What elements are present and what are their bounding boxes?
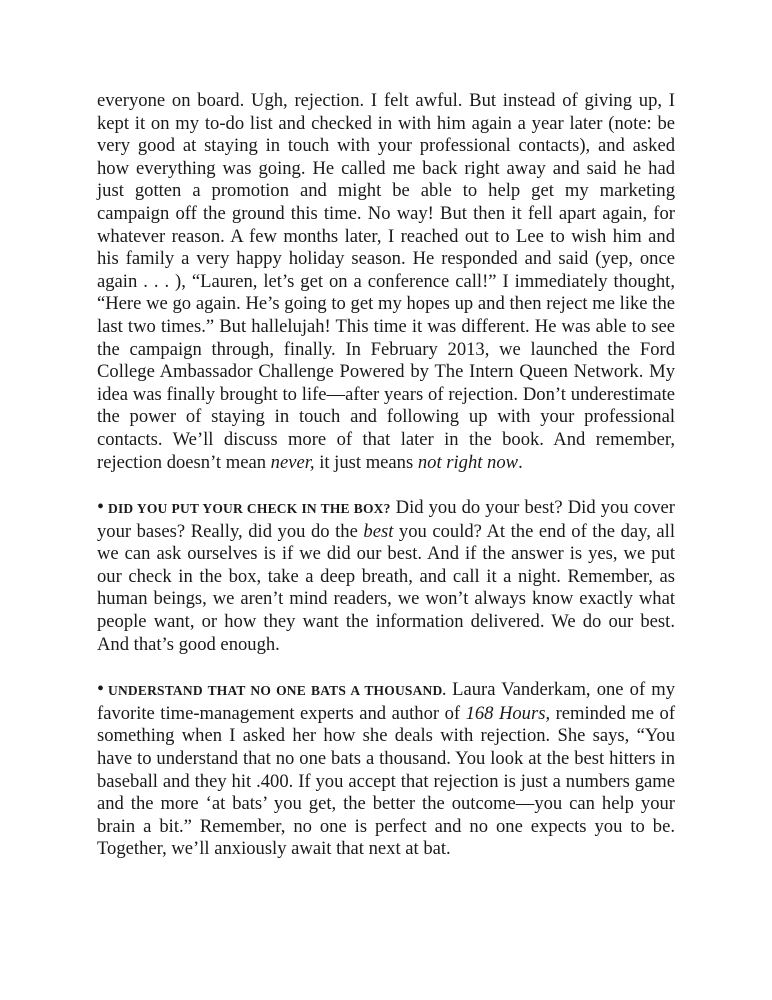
book-title-168-hours: 168 Hours xyxy=(465,702,546,724)
emphasis-not-right-now: not right now xyxy=(417,451,519,473)
paragraph-text: , reminded me of something when I asked her how she deals with rejection. She says, “You have to understand that no one bats a thousand. You look at the best hitters in baseball and they hit .400. If you accept that rejection is just a numbers game and the more ‘at bats’ you get, the better the outcome—you can help your brain a bit.” Remember, no one is perfect and no one expects you to be. Together, we’ll anxiously await that next at bat. xyxy=(97,702,676,860)
paragraph-text: . xyxy=(518,451,523,473)
paragraph-text: it just means xyxy=(314,451,418,473)
paragraph-text: everyone on board. Ugh, rejection. I felt awful. But instead of giving up, I kept it on my to-do list and checked in with him again a year later (note: be very good at staying in touch with your professional contacts), and asked how everything was going. He called me back right away and said he had just gotten a promotion and might be able to help get my marketing campaign off the ground this time. No way! But then it fell apart again, for whatever reason. A few months later, I reached out to Lee to wish him and his family a very happy holiday season. He responded and said (yep, once again . . . ), “Lauren, let’s get on a conference call!” I immediately thought, “Here we go again. He’s going to get my hopes up and then reject me like the last two times.” But hallelujah! This time it was different. He was able to see the campaign through, finally. In February 2013, we launched the Ford College Ambassador Challenge Powered by The Intern Queen Network. My idea was finally brought to life—after years of rejection. Don’t underestimate the power of staying in touch and following up with your professional contacts. We’ll discuss more of that later in the book. And remember, rejection doesn’t mean xyxy=(97,90,675,473)
page-body xyxy=(97,90,675,861)
tip-heading: DID YOU PUT YOUR CHECK IN THE BOX? xyxy=(108,501,391,517)
bullet-icon: • xyxy=(97,496,105,519)
emphasis-best: best xyxy=(363,520,394,542)
paragraph-bats-a-thousand xyxy=(97,678,675,861)
paragraph-text: you could? At the end of the day, all we can ask ourselves is if we did our best. And if the answer is yes, we put our check in the box, take a deep breath, and call it a night. Remember, as human beings, we aren’t mind readers, we won’t always know exactly what people want, or how they want the information delivered. We do our best. And that’s good enough. xyxy=(97,520,675,655)
paragraph-text: Did you do your best? Did you cover your bases? Really, did you do the xyxy=(97,497,676,542)
tip-heading: UNDERSTAND THAT NO ONE BATS A THOUSAND. xyxy=(108,683,447,699)
paragraph-text: Laura Vanderkam, one of my favorite time-management experts and author of xyxy=(97,679,676,724)
emphasis-never: never, xyxy=(270,451,315,473)
paragraph-check-in-the-box xyxy=(97,496,675,656)
bullet-icon: • xyxy=(97,678,105,701)
paragraph-rejection-story xyxy=(97,90,675,474)
